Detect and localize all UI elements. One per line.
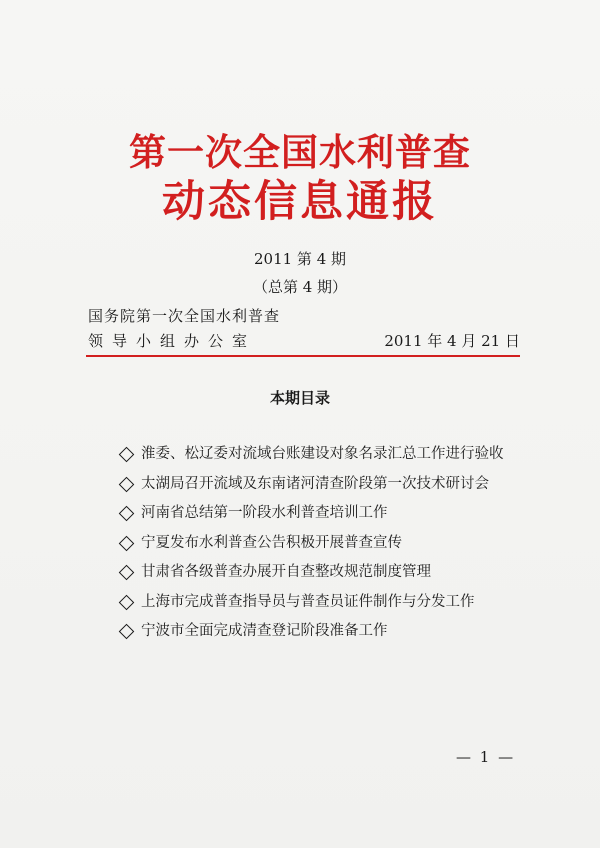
toc-item [118,558,538,588]
toc-item-text: 上海市完成普查指导员与普查员证件制作与分发工作 [141,593,475,610]
red-divider [86,355,520,357]
toc-item [118,617,538,647]
toc-item [118,499,538,529]
toc-heading: 本期目录 [269,389,330,407]
toc-item [118,440,538,470]
diamond-bullet-icon [119,565,135,581]
diamond-bullet-icon [119,594,135,610]
toc-item-text: 宁夏发布水利普查公告积极开展普查宣传 [141,534,402,551]
toc-item-text: 淮委、松辽委对流域台账建设对象名录汇总工作进行验收 [141,446,504,462]
page-number: — 1 — [456,748,516,766]
report-title-line2: 动态信息通报 [162,177,438,227]
toc-item-text: 太湖局召开流域及东南诸河清查阶段第一次技术研讨会 [141,475,489,492]
toc-list [118,440,538,647]
toc-item-text: 甘肃省各级普查办展开自查整改规范制度管理 [141,564,431,580]
toc-item [118,588,538,618]
report-title-line1: 第一次全国水利普查 [129,130,471,174]
issue-number: 2011 第 4 期 [253,250,347,268]
toc-item [118,529,538,559]
diamond-bullet-icon [119,535,135,551]
toc-item-text: 河南省总结第一阶段水利普查培训工作 [141,505,388,521]
diamond-bullet-icon [119,624,135,640]
diamond-bullet-icon [119,476,135,492]
toc-item [118,470,538,500]
total-issue-number: （总第 4 期） [252,278,348,296]
issuer-line1: 国务院第一次全国水利普查 [88,307,281,325]
issue-date: 2011 年 4 月 21 日 [384,332,520,350]
toc-item-text: 宁波市全面完成清查登记阶段准备工作 [141,623,388,639]
issuer-line2: 领导小组办公室 [88,332,257,350]
diamond-bullet-icon [119,447,135,463]
diamond-bullet-icon [119,506,135,522]
